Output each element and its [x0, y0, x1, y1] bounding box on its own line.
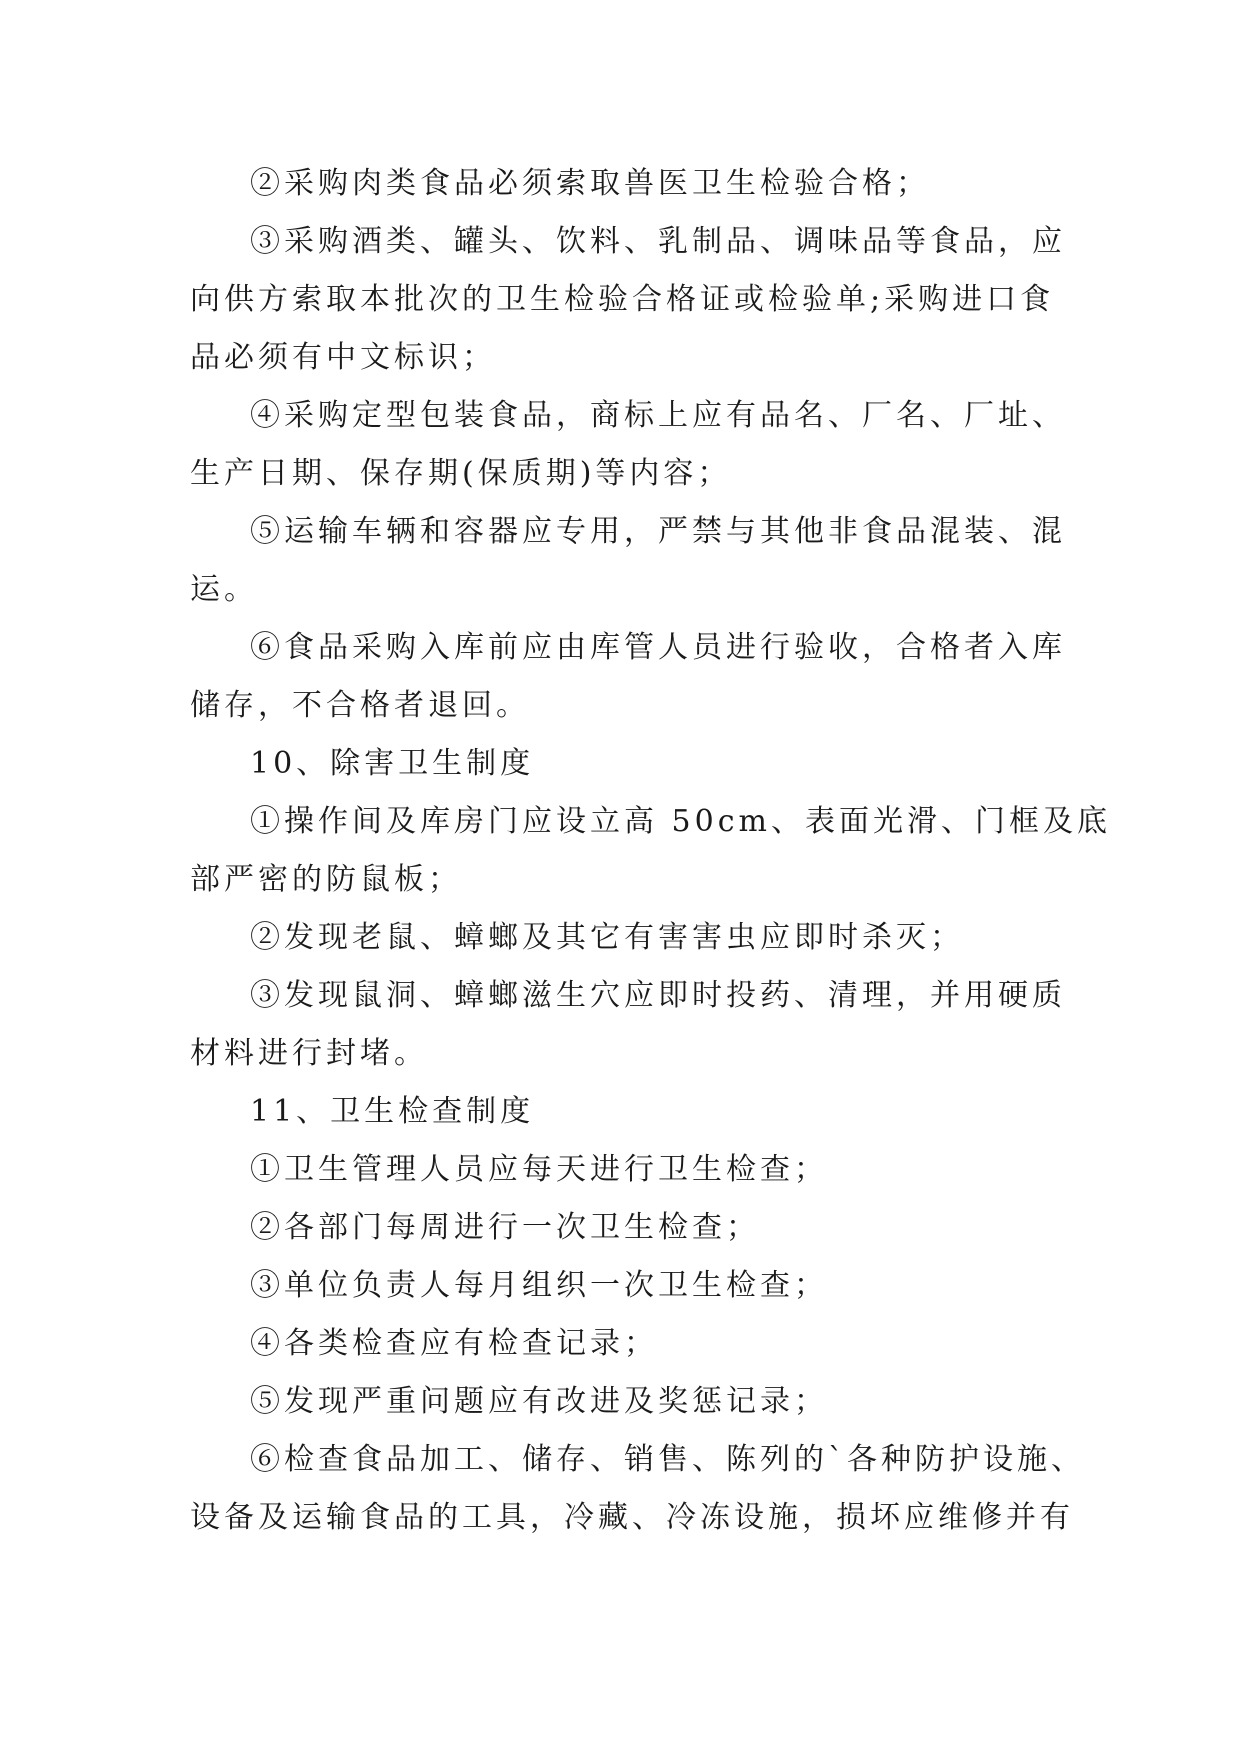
text-line: ③采购酒类、罐头、饮料、乳制品、调味品等食品，应 [250, 224, 1066, 259]
text-line: ⑤发现严重问题应有改进及奖惩记录； [250, 1384, 828, 1419]
text-line: ②各部门每周进行一次卫生检查； [250, 1210, 760, 1245]
paragraph-pest-extermination [190, 909, 1070, 967]
text-line: ⑥食品采购入库前应由库管人员进行验收，合格者入库 [250, 630, 1066, 665]
text-line: 材料进行封堵。 [190, 1036, 428, 1071]
text-line: ①卫生管理人员应每天进行卫生检查； [250, 1152, 828, 1187]
paragraph-daily-inspection [190, 1141, 1070, 1199]
text-line: 设备及运输食品的工具，冷藏、冷冻设施，损坏应维修并有 [190, 1500, 1074, 1535]
paragraph-facility-maintenance [190, 1431, 1085, 1547]
section-heading-hygiene-inspection [190, 1083, 1070, 1141]
paragraph-meat-inspection [190, 155, 1070, 213]
text-line: ②采购肉类食品必须索取兽医卫生检验合格； [250, 166, 930, 201]
text-line: 生产日期、保存期(保质期)等内容； [190, 456, 732, 491]
text-line: 运。 [190, 572, 258, 607]
text-line: ④各类检查应有检查记录； [250, 1326, 658, 1361]
text-line: 储存，不合格者退回。 [190, 688, 530, 723]
paragraph-packaged-foods-certificate [190, 213, 1070, 387]
text-line: 品必须有中文标识； [190, 340, 496, 375]
text-line: ③单位负责人每月组织一次卫生检查； [250, 1268, 828, 1303]
text-line: ④采购定型包装食品，商标上应有品名、厂名、厂址、 [250, 398, 1066, 433]
text-line: ⑤运输车辆和容器应专用，严禁与其他非食品混装、混 [250, 514, 1066, 549]
paragraph-nest-sealing [190, 967, 1070, 1083]
text-line: ⑥检查食品加工、储存、销售、陈列的`各种防护设施、 [250, 1442, 1085, 1477]
paragraph-improvement-records [190, 1373, 1070, 1431]
paragraph-weekly-inspection [190, 1199, 1070, 1257]
paragraph-transport-vehicles [190, 503, 1070, 619]
text-line: ①操作间及库房门应设立高 50cm、表面光滑、门框及底 [250, 804, 1111, 839]
section-heading-pest-control [190, 735, 1070, 793]
text-line: 11、卫生检查制度 [250, 1094, 535, 1129]
text-line: 10、除害卫生制度 [250, 746, 535, 781]
paragraph-monthly-inspection [190, 1257, 1070, 1315]
text-line: 向供方索取本批次的卫生检验合格证或检验单;采购进口食 [190, 282, 1055, 317]
text-line: 部严密的防鼠板； [190, 862, 462, 897]
text-line: ②发现老鼠、蟑螂及其它有害害虫应即时杀灭； [250, 920, 964, 955]
paragraph-inspection-records [190, 1315, 1070, 1373]
text-line: ③发现鼠洞、蟑螂滋生穴应即时投药、清理，并用硬质 [250, 978, 1066, 1013]
paragraph-rodent-boards [190, 793, 1111, 909]
paragraph-prepackaged-labels [190, 387, 1070, 503]
paragraph-storage-acceptance [190, 619, 1070, 735]
document-body [190, 155, 1111, 1547]
